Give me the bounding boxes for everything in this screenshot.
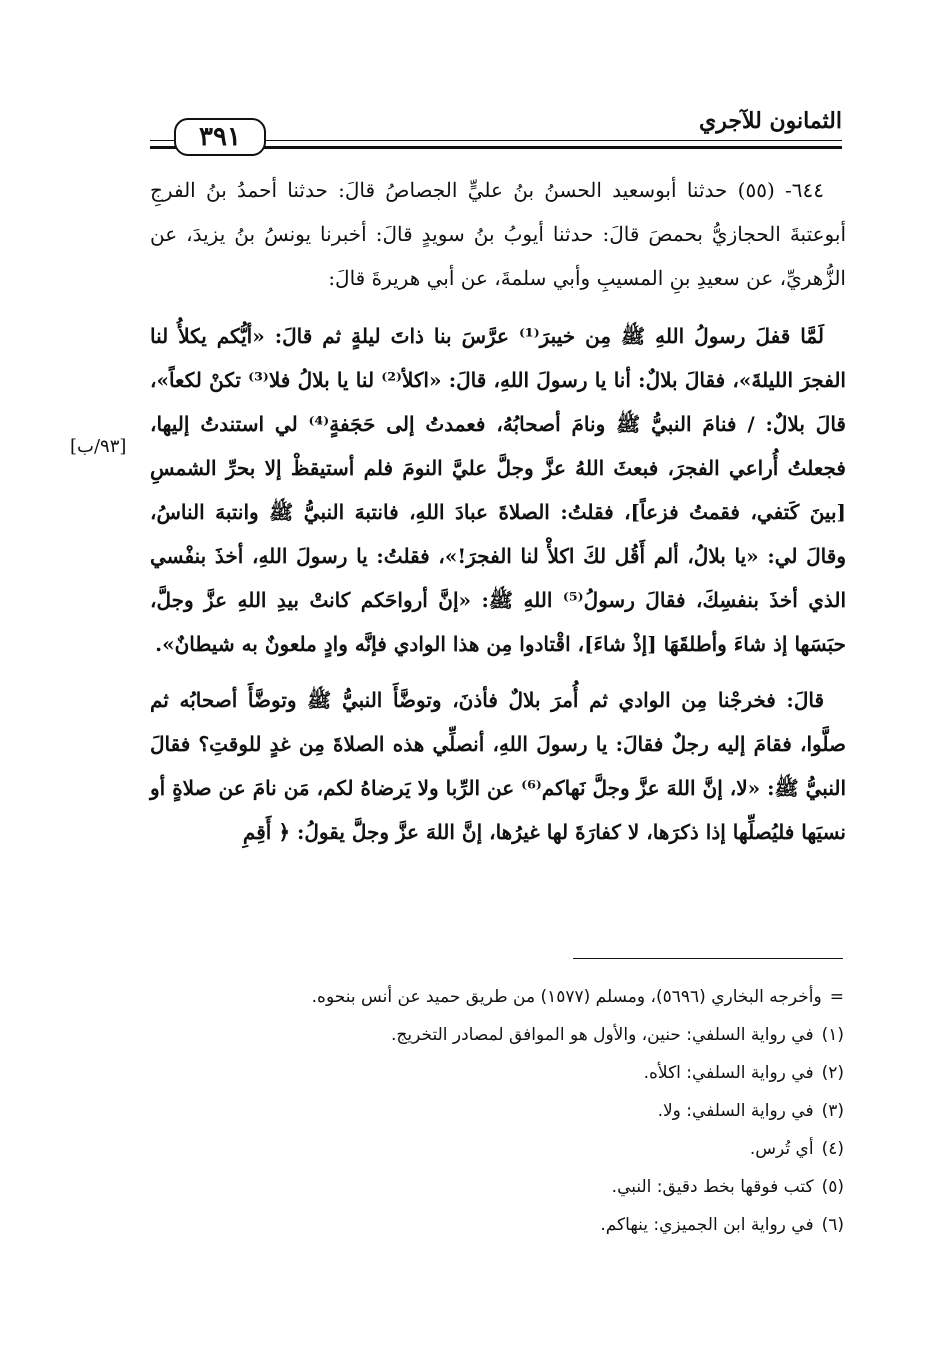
footnote-item: (١)في رواية السلفي: حنين، والأول هو الموافق لمصادر التخريج.	[390, 1025, 844, 1045]
running-title: الثمانون للآجري	[699, 108, 842, 134]
hadith-continuation-paragraph: قالَ: فخرجْنا مِن الوادي ثم أُمرَ بلالٌ فأذنَ، وتوضَّأَ النبيُّ ﷺ وتوضَّأَ أصحابُه ثم صلَّوا، فقامَ إليه رجلٌ فقالَ: يا رسولَ اللهِ، أنصلِّي هذه الصلاةَ مِن غدٍ للوقتِ؟ فقالَ النبيُّ ﷺ: «لا، إنَّ اللهَ عزَّ وجلَّ نَهاكم⁽⁶⁾ عن الرِّبا ولا يَرضاهُ لكم، مَن نامَ عن صلاةٍ أو نسيَها فليُصلِّها إذا ذكرَها، لا كفارَةَ لها غيرُها، إنَّ اللهَ عزَّ وجلَّ يقولُ: ﴿ أَقِمِ	[150, 688, 846, 844]
hadith-isnad-paragraph: ٦٤٤- (٥٥) حدثنا أبوسعيد الحسنُ بنُ عليٍّ الجصاصُ قالَ: حدثنا أحمدُ بنُ الفرجِ أبوعتبةَ الحجازيُّ بحمصَ قالَ: حدثنا أيوبُ بنُ سويدٍ قالَ: أخبرنا يونسُ بنُ يزيدَ، عن الزُّهريِّ، عن سعيدِ بنِ المسيبِ وأبي سلمةَ، عن أبي هريرةَ قالَ:	[150, 178, 847, 290]
footnote-item: (٦)في رواية ابن الجميزي: ينهاكم.	[600, 1215, 844, 1235]
footnote-item: =وأخرجه البخاري (٥٦٩٦)، ومسلم (١٥٧٧) من طريق حميد عن أنس بنحوه.	[311, 987, 844, 1007]
hadith-matn-paragraph: لَمَّا قفلَ رسولُ اللهِ ﷺ مِن خيبرَ⁽¹⁾ عرَّسَ بنا ذاتَ ليلةٍ ثم قالَ: «أيُّكم يكلأُ لنا الفجرَ الليلةَ»، فقالَ بلالٌ: أنا يا رسولَ اللهِ، قالَ: «اكلأ⁽²⁾ لنا يا بلالُ فلا⁽³⁾ تكنْ لكعاً»، قالَ بلالٌ: / فنامَ النبيُّ ﷺ ونامَ أصحابُهُ، فعمدتُ إلى حَجَفةٍ⁽⁴⁾ لي استندتُ إليها، فجعلتُ أُراعي الفجرَ، فبعثَ اللهُ عزَّ وجلَّ عليَّ النومَ فلم أستيقظْ إلا بحرِّ الشمسِ [بينَ كَتفي، فقمتُ فزعاً]، فقلتُ: الصلاةَ عبادَ اللهِ، فانتبهَ النبيُّ ﷺ وانتبهَ الناسُ، وقالَ لي: «يا بلالُ، ألم أَقُل لكَ اكلأْ لنا الفجرَ!»، فقلتُ: يا رسولَ اللهِ، أخذَ بنفْسي الذي أخذَ بنفسِكَ، فقالَ رسولُ⁽⁵⁾ اللهِ ﷺ: «إنَّ أرواحَكم كانتْ بيدِ اللهِ عزَّ وجلَّ، حبَسَها إذ شاءَ وأطلقَهَا [إذْ شاءَ]، اقْتادوا مِن هذا الوادي فإنَّه وادٍ ملعونٌ به شيطانٌ».	[150, 324, 846, 656]
footnote-item: (٢)في رواية السلفي: اكلأه.	[643, 1063, 844, 1083]
footnote-item: (٥)كتب فوقها بخط دقيق: النبي.	[611, 1177, 844, 1197]
page-number: ٣٩١	[174, 118, 266, 156]
page-header	[150, 108, 842, 160]
footnote-item: (٤)أي تُرس.	[749, 1139, 844, 1159]
footnotes	[150, 978, 844, 1244]
footnote-item: (٣)في رواية السلفي: ولا.	[657, 1101, 844, 1121]
footnote-separator	[573, 958, 843, 959]
manuscript-folio-note: [٩٣/ب]	[70, 436, 127, 457]
main-text	[150, 168, 846, 854]
